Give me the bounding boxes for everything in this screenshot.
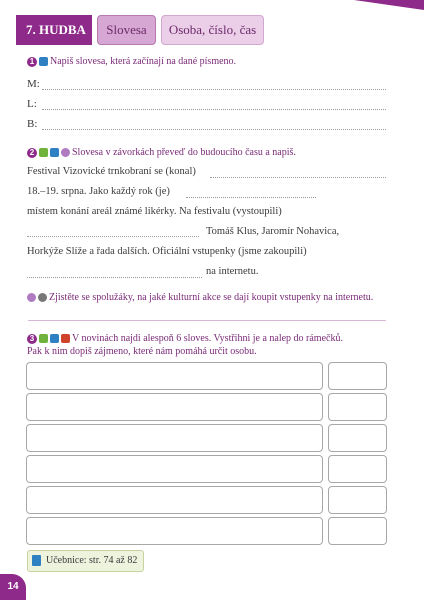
task2-heading (27, 147, 296, 158)
extra-instruction: Zjistěte se spolužáky, na jaké kulturní akce se dají koupit vstupenky na internetu. (49, 292, 374, 303)
writing-icon (39, 57, 48, 66)
book-icon (32, 555, 41, 566)
page-number: 14 (0, 574, 26, 600)
pronoun-box-4 (328, 455, 387, 483)
writing-icon (50, 148, 59, 157)
b-icon (27, 293, 36, 302)
text-line-6: na internetu. (206, 266, 259, 277)
letter-m: M: (27, 78, 40, 90)
answer-line-2 (186, 197, 316, 198)
paste-box-6 (26, 517, 323, 545)
corner-decoration (354, 0, 424, 10)
letter-b: B: (27, 118, 38, 130)
answer-line-m (42, 89, 386, 90)
group-icon (38, 293, 47, 302)
separator-line (28, 320, 386, 321)
answer-line-b (42, 129, 386, 130)
task1-heading (27, 56, 236, 67)
text-line-2: 18.–19. srpna. Jako každý rok (je) (27, 186, 170, 197)
pronoun-box-2 (328, 393, 387, 421)
tab-osoba-cislo-cas: Osoba, číslo, čas (161, 15, 264, 45)
pronoun-box-5 (328, 486, 387, 514)
task2-instruction: Slovesa v závorkách převeď do budoucího času a napiš. (72, 147, 296, 158)
extra-heading (27, 292, 373, 303)
chapter-title: 7. HUDBA (16, 15, 92, 45)
answer-line-l (42, 109, 386, 110)
task1-number: 1 (27, 57, 37, 67)
reference-text: Učebnice: str. 74 až 82 (46, 555, 138, 566)
paste-box-4 (26, 455, 323, 483)
tab-slovesa: Slovesa (97, 15, 156, 45)
text-line-5: Horkýže Slíže a řada dalších. Oficiální vstupenky (jsme zakoupili) (27, 246, 307, 257)
answer-line-1 (210, 177, 386, 178)
task2-number: 2 (27, 148, 37, 158)
task1-instruction: Napiš slovesa, která začínají na dané písmeno. (50, 56, 237, 67)
pronoun-box-3 (328, 424, 387, 452)
text-line-1: Festival Vizovické trnkobraní se (konal) (27, 166, 196, 177)
task3-instruction-line2: Pak k nim dopiš zájmeno, které nám pomáhá určit osobu. (27, 346, 257, 357)
writing-icon (50, 334, 59, 343)
task3-instruction-line1: V novinách najdi alespoň 6 sloves. Vystřihni je a nalep do rámečků. (72, 333, 343, 344)
thinking-icon (39, 334, 48, 343)
paste-box-5 (26, 486, 323, 514)
b-icon (61, 148, 70, 157)
paste-box-2 (26, 393, 323, 421)
task3-number: 3 (27, 334, 37, 344)
thinking-icon (39, 148, 48, 157)
scissors-icon (61, 334, 70, 343)
textbook-reference (27, 550, 144, 572)
answer-line-5 (27, 277, 202, 278)
paste-box-3 (26, 424, 323, 452)
text-line-3: místem konání areál známé likérky. Na festivalu (vystoupili) (27, 206, 282, 217)
task3-heading (27, 333, 343, 344)
text-line-4: Tomáš Klus, Jaromír Nohavica, (206, 226, 340, 237)
letter-l: L: (27, 98, 37, 110)
answer-line-3 (27, 236, 199, 237)
pronoun-box-6 (328, 517, 387, 545)
pronoun-box-1 (328, 362, 387, 390)
paste-box-1 (26, 362, 323, 390)
